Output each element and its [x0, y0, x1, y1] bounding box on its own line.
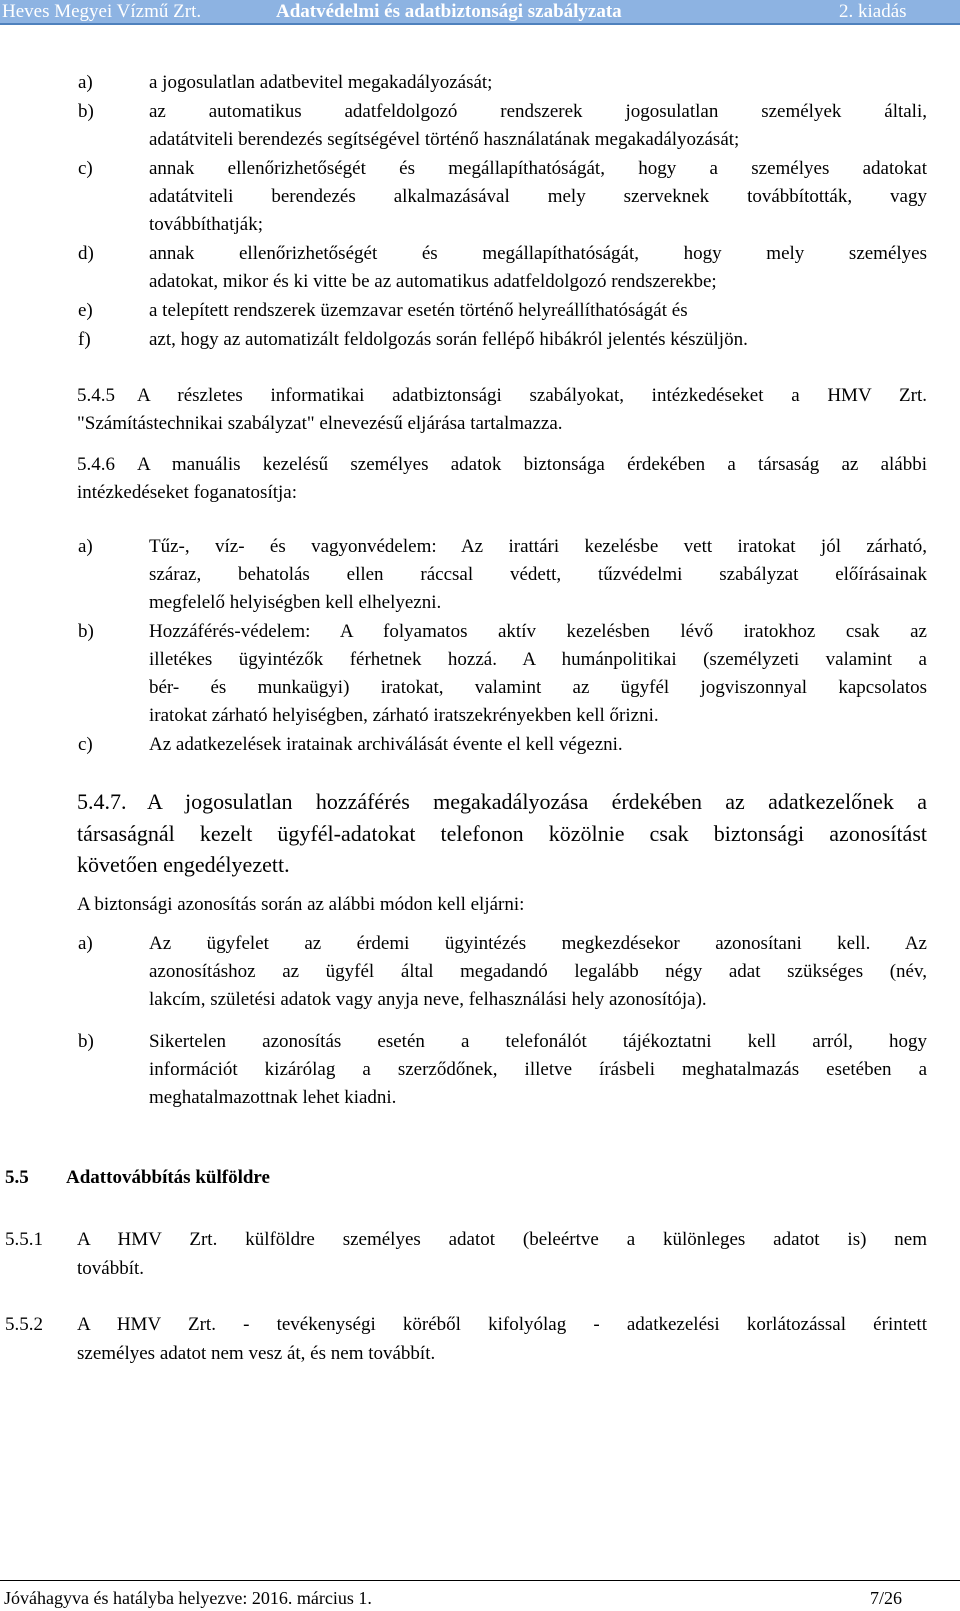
section-5-4-6-line1: A manuális kezelésű személyes adatok biztonsága érdekében a társaság az alábbi — [137, 454, 927, 475]
list1-c-label: c) — [78, 158, 93, 179]
list3-b-line3: meghatalmazottnak lehet kiadni. — [149, 1087, 397, 1108]
list2-a-line1: Tűz-, víz- és vagyonvédelem: Az irattári kezelésbe vett iratokat jól zárható, — [149, 536, 927, 557]
list2-b-line2: illetékes ügyintézők férhetnek hozzá. A humánpolitikai (személyzeti valamint a — [149, 649, 927, 670]
footer-page-number: 7/26 — [870, 1588, 903, 1608]
list2-a-line3: megfelelő helyiségben kell elhelyezni. — [149, 592, 442, 613]
section-5-4-5-line1: A részletes informatikai adatbiztonsági szabályokat, intézkedéseket a HMV Zrt. — [137, 385, 927, 406]
list1-d-line1: annak ellenőrizhetőségét és megállapíthatóságát, hogy mely személyes — [149, 243, 927, 264]
section-5-5-2-line2: személyes adatot nem vesz át, és nem továbbít. — [77, 1343, 436, 1364]
list1-a-label: a) — [78, 72, 93, 93]
header-title: Adatvédelmi és adatbiztonsági szabályzata — [276, 1, 622, 22]
list2-c-label: c) — [78, 734, 93, 755]
section-5-4-7-line2: társaságnál kezelt ügyfél-adatokat telefonon közölnie csak biztonsági azonosítást — [77, 821, 927, 846]
list1-c-line1: annak ellenőrizhetőségét és megállapíthatóságát, hogy a személyes adatokat — [149, 158, 927, 179]
list3-b-label: b) — [78, 1031, 94, 1052]
list1-f-label: f) — [78, 329, 91, 350]
list1-a-line1: a jogosulatlan adatbevitel megakadályozását; — [149, 72, 493, 93]
list1-b-label: b) — [78, 101, 94, 122]
page-footer — [0, 1580, 960, 1611]
section-5-5-2-line1: A HMV Zrt. - tevékenységi köréből kifolyólag - adatkezelési korlátozással érintett — [77, 1314, 927, 1335]
list3-a-line3: lakcím, születési adatok vagy anyja neve, felhasználási hely azonosítója). — [149, 989, 707, 1010]
list1-c-line2: adatátviteli berendezés alkalmazásával mely szerveknek továbbították, vagy — [149, 186, 927, 207]
list3-a-label: a) — [78, 933, 93, 954]
list1-c-line3: továbbíthatják; — [149, 214, 263, 235]
list2-a-label: a) — [78, 536, 93, 557]
section-5-4-6-line2: intézkedéseket foganatosítja: — [77, 482, 297, 503]
list1-b-line1: az automatikus adatfeldolgozó rendszerek jogosulatlan személyek általi, — [149, 101, 927, 122]
footer-approval: Jóváhagyva és hatályba helyezve: 2016. március 1. — [4, 1588, 372, 1608]
list1-f-line1: azt, hogy az automatizált feldolgozás során fellépő hibákról jelentés készüljön. — [149, 329, 748, 350]
section-5-4-6-number: 5.4.6 — [77, 454, 115, 475]
section-5-5-number: 5.5 — [5, 1167, 29, 1188]
section-5-5-1-number: 5.5.1 — [5, 1229, 43, 1250]
list2-b-label: b) — [78, 621, 94, 642]
section-5-4-7-line3: követően engedélyezett. — [77, 852, 290, 877]
section-5-4-5-line2: "Számítástechnikai szabályzat" elnevezésű eljárása tartalmazza. — [77, 413, 563, 434]
list2-c-line1: Az adatkezelések iratainak archiválását évente el kell végezni. — [149, 734, 623, 755]
list1-e-line1: a telepített rendszerek üzemzavar esetén történő helyreállíthatóságát és — [149, 300, 688, 321]
list3-b-line1: Sikertelen azonosítás esetén a telefonálót tájékoztatni kell arról, hogy — [149, 1031, 927, 1052]
list3-b-line2: információt kizárólag a szerződőnek, illetve írásbeli meghatalmazás esetében a — [149, 1059, 927, 1080]
list2-b-line4: iratokat zárható helyiségben, zárható iratszekrényekben kell őrizni. — [149, 705, 659, 726]
section-5-4-5-number: 5.4.5 — [77, 385, 115, 406]
list1-e-label: e) — [78, 300, 93, 321]
section-5-5-1-line1: A HMV Zrt. külföldre személyes adatot (beleértve a különleges adatot is) nem — [77, 1229, 927, 1250]
section-5-5-title: Adattovábbítás külföldre — [66, 1167, 270, 1188]
header-company: Heves Megyei Vízmű Zrt. — [2, 1, 202, 22]
list1-d-label: d) — [78, 243, 94, 264]
list2-a-line2: száraz, behatolás ellen ráccsal védett, tűzvédelmi szabályzat előírásainak — [149, 564, 927, 585]
section-5-5-2-number: 5.5.2 — [5, 1314, 43, 1335]
section-5-4-7-line1: A jogosulatlan hozzáférés megakadályozása érdekében az adatkezelőnek a — [147, 789, 927, 814]
list2-b-line1: Hozzáférés-védelem: A folyamatos aktív kezelésben lévő iratokhoz csak az — [149, 621, 927, 642]
section-5-4-7-intro: A biztonsági azonosítás során az alábbi módon kell eljárni: — [77, 894, 525, 915]
list1-d-line2: adatokat, mikor és ki vitte be az automatikus adatfeldolgozó rendszerekbe; — [149, 271, 717, 292]
list3-a-line2: azonosításhoz az ügyfél által megadandó legalább négy adat szükséges (név, — [149, 961, 927, 982]
section-5-4-7-number: 5.4.7. — [77, 789, 127, 814]
list3-a-line1: Az ügyfelet az érdemi ügyintézés megkezdésekor azonosítani kell. Az — [149, 933, 927, 954]
section-5-5-1-line2: továbbít. — [77, 1258, 145, 1279]
list1-b-line2: adatátviteli berendezés segítségével történő használatának megakadályozását; — [149, 129, 740, 150]
list2-b-line3: bér- és munkaügyi) iratokat, valamint az ügyfél jogviszonnyal kapcsolatos — [149, 677, 927, 698]
header-edition: 2. kiadás — [839, 1, 907, 22]
